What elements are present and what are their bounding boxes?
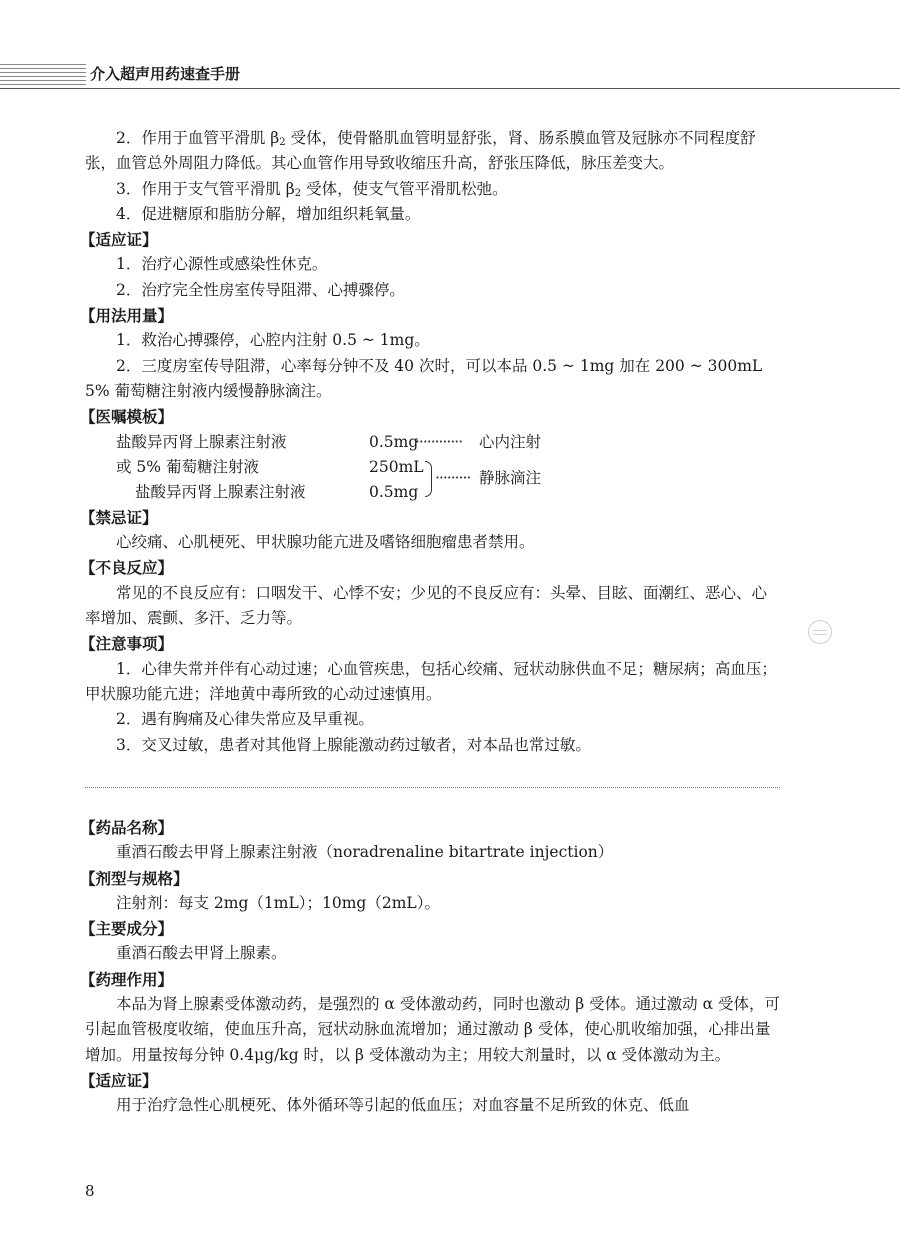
order-dose: 250mL <box>369 457 424 476</box>
ingredient-text: 重酒石酸去甲肾上腺素。 <box>116 944 287 963</box>
pharm-item-2-text-cont: 受体，使骨骼肌血管明显舒张，肾、肠系膜血管及冠脉亦不同程度舒张，血管总外周阻力降低。其心血管作用导致收缩压升高，舒张压降低，脉压差变大。 <box>85 129 756 173</box>
book-title: 介入超声用药速查手册 <box>90 65 241 83</box>
brace-icon <box>425 461 432 497</box>
pharmacology-text: 本品为肾上腺素受体激动药，是强烈的 α 受体激动药，同时也激动 β 受体。通过激动 α 受体，可引起血管极度收缩，使血压升高，冠状动脉血流增加；通过激动 β 受体，使心肌收缩加强，心排出量增加。用量按每分钟 0.4μg/kg 时，以 β 受体激动为主；用较大剂量时，以 α 受体激动为主。 <box>85 995 780 1064</box>
header-rule <box>0 88 900 89</box>
order-route: 静脉滴注 <box>479 468 542 487</box>
dosage-form-text: 注射剂：每支 2mg（1mL）；10mg（2mL）。 <box>116 893 440 912</box>
beta-subscript: 2 <box>279 137 286 148</box>
pharm-item-3-text: 3．作用于支气管平滑肌 β <box>116 179 295 198</box>
header-decoration <box>0 64 86 88</box>
pharm-item-3-text-cont: 受体，使支气管平滑肌松弛。 <box>301 179 508 198</box>
order-drug: 或 5% 葡萄糖注射液 <box>116 457 259 476</box>
dosage-item: 1．救治心搏骤停，心腔内注射 0.5 ~ 1mg。 <box>116 331 430 350</box>
precautions-heading: 【注意事项】 <box>80 634 174 654</box>
precaution-item: 2．遇有胸痛及心律失常应及早重视。 <box>116 710 374 729</box>
indications-heading: 【适应证】 <box>80 1070 158 1090</box>
page-number: 8 <box>85 1182 95 1200</box>
precaution-item: 1．心律失常并伴有心动过速；心血管疾患，包括心绞痛、冠状动脉供血不足；糖尿病；高血压；甲状腺功能亢进；洋地黄中毒所致的心动过速慎用。 <box>85 659 777 703</box>
pharmacology-heading: 【药理作用】 <box>80 969 174 989</box>
indication-item: 2．治疗完全性房室传导阻滞、心搏骤停。 <box>116 280 405 299</box>
dosage-form-heading: 【剂型与规格】 <box>80 868 189 888</box>
pharm-item-4: 4．促进糖原和脂肪分解，增加组织耗氧量。 <box>116 204 421 223</box>
indications-text: 用于治疗急性心肌梗死、体外循环等引起的低血压；对血容量不足所致的休克、低血 <box>116 1096 690 1115</box>
order-drug: 盐酸异丙肾上腺素注射液 <box>116 432 287 451</box>
order-route: 心内注射 <box>479 432 542 451</box>
section-divider <box>85 787 780 788</box>
pharm-item-2-text: 2．作用于血管平滑肌 β <box>116 129 280 147</box>
adverse-reactions-text: 常见的不良反应有：口咽发干、心悸不安；少见的不良反应有：头晕、目眩、面潮红、恶心、心率增加、震颤、多汗、乏力等。 <box>85 583 768 628</box>
beta-subscript: 2 <box>294 187 302 199</box>
order-group <box>85 455 780 505</box>
order-drug: 盐酸异丙肾上腺素注射液 <box>135 482 306 501</box>
dosage-item: 2．三度房室传导阻滞，心率每分钟不及 40 次时，可以本品 0.5 ~ 1mg 加在 200 ~ 300mL 5% 葡萄糖注射液内缓慢静脉滴注。 <box>85 356 763 400</box>
precaution-item: 3．交叉过敏，患者对其他肾上腺能激动药过敏者，对本品也常过敏。 <box>116 735 591 754</box>
pharm-item-3 <box>85 177 780 202</box>
section-isoprenaline <box>80 126 780 758</box>
ingredient-heading: 【主要成分】 <box>80 919 174 939</box>
order-dose: 0.5mg <box>369 482 419 501</box>
contraindications-heading: 【禁忌证】 <box>80 507 158 527</box>
pharm-item-2 <box>85 126 780 177</box>
section-noradrenaline <box>80 815 780 1119</box>
order-row <box>85 430 780 455</box>
dosage-heading: 【用法用量】 <box>80 306 174 326</box>
order-template-heading: 【医嘱模板】 <box>80 407 174 427</box>
indications-heading: 【适应证】 <box>80 230 158 250</box>
drug-name: 重酒石酸去甲肾上腺素注射液（noradrenaline bitartrate injection） <box>116 843 614 862</box>
order-leader-dots: ············ <box>415 432 463 451</box>
order-dose: 0.5mg <box>369 432 419 451</box>
order-leader-dots: ········· <box>435 468 471 487</box>
adverse-reactions-heading: 【不良反应】 <box>80 558 174 578</box>
watermark-stamp-icon <box>808 620 832 644</box>
drug-name-heading: 【药品名称】 <box>80 818 174 837</box>
contraindications-text: 心绞痛、心肌梗死、甲状腺功能亢进及嗜铬细胞瘤患者禁用。 <box>116 533 535 552</box>
indication-item: 1．治疗心源性或感染性休克。 <box>116 255 328 274</box>
